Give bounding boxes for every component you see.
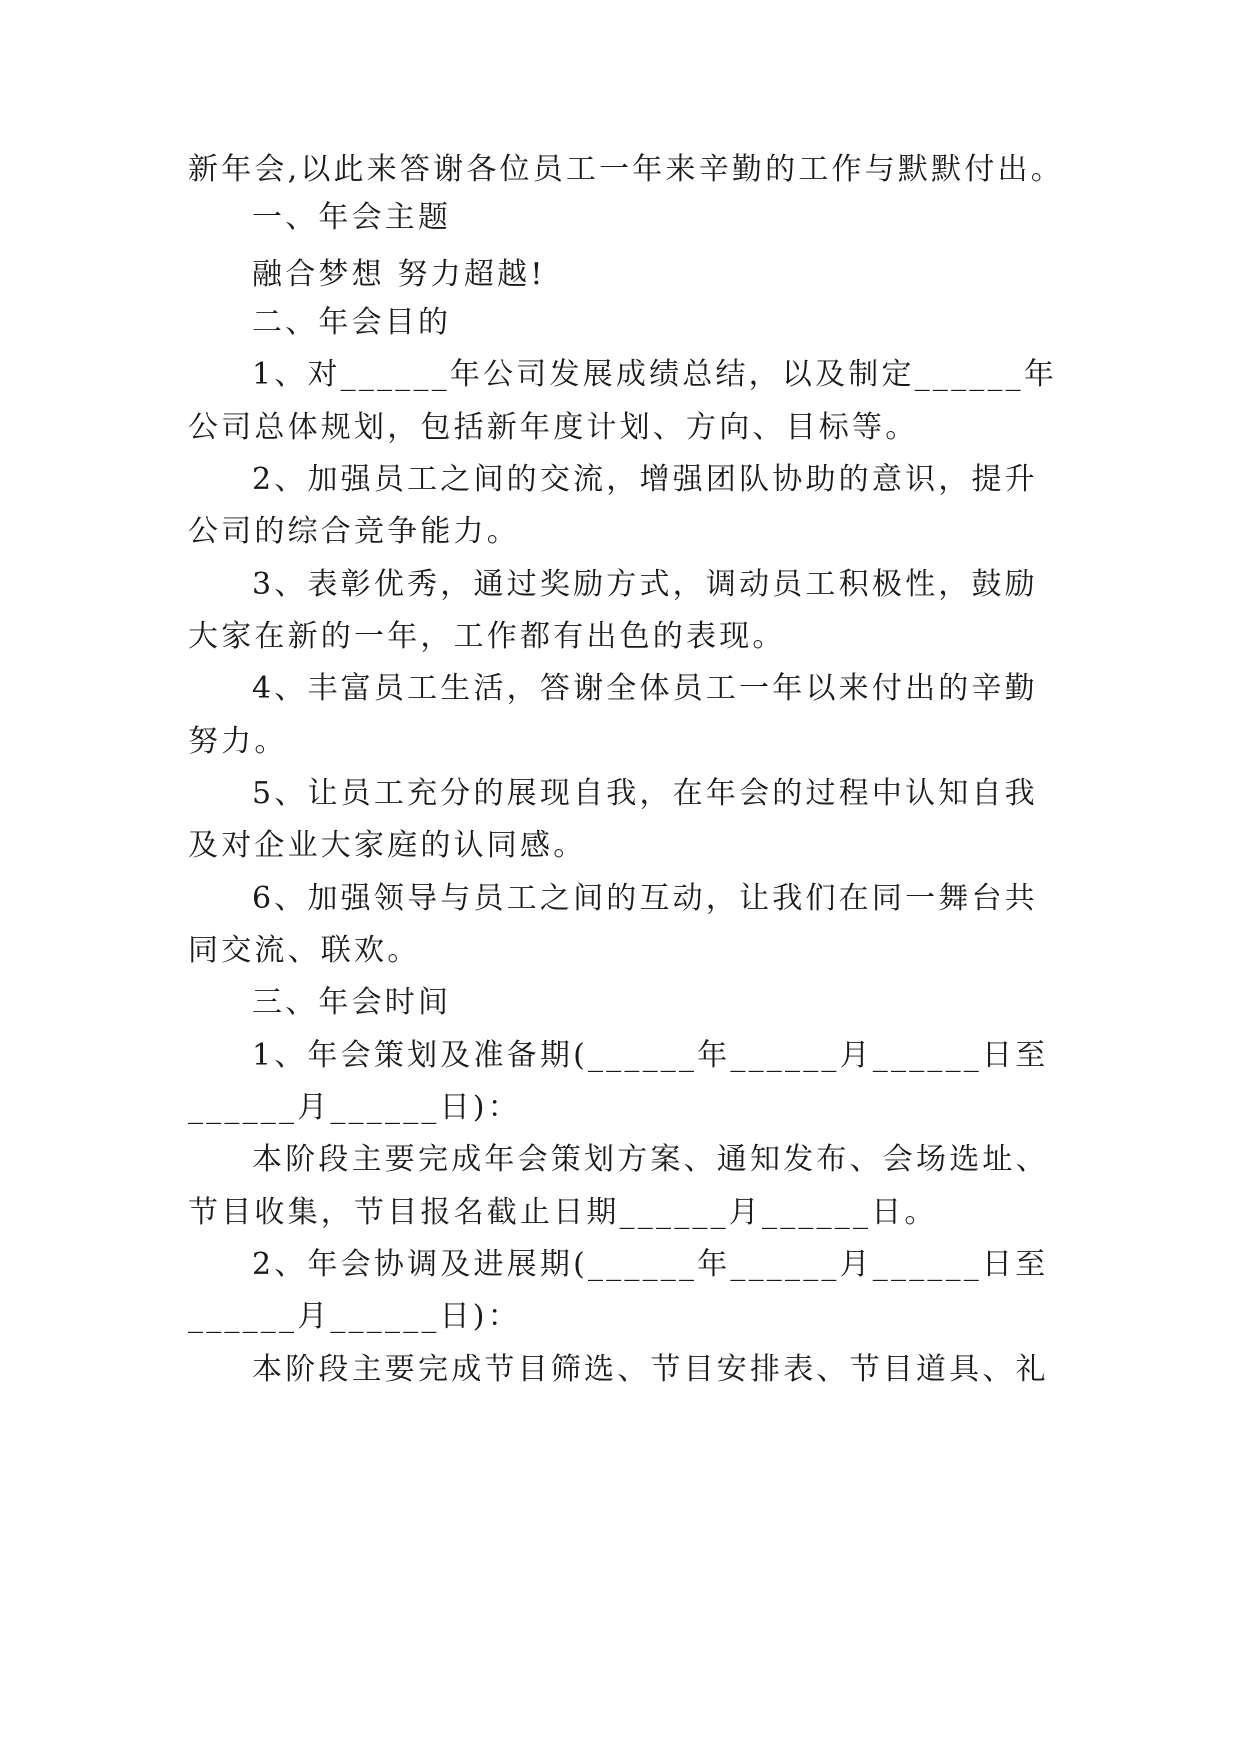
time-phase-2-cont: ______月______日)： <box>188 1299 521 1334</box>
purpose-item-1-cont: 公司总体规划，包括新年度计划、方向、目标等。 <box>188 410 919 445</box>
purpose-item-2-cont: 公司的综合竞争能力。 <box>188 514 520 549</box>
purpose-item-2: 2、加强员工之间的交流，增强团队协助的意识，提升 <box>252 462 1038 497</box>
phase-1-description: 本阶段主要完成年会策划方案、通知发布、会场选址、 <box>252 1142 1049 1177</box>
section-heading-theme: 一、年会主题 <box>252 200 452 235</box>
theme-slogan: 融合梦想 努力超越! <box>252 257 546 292</box>
purpose-item-3: 3、表彰优秀，通过奖励方式，调动员工积极性，鼓励 <box>252 567 1038 602</box>
purpose-item-4-cont: 努力。 <box>188 724 288 759</box>
purpose-item-6: 6、加强领导与员工之间的互动，让我们在同一舞台共 <box>252 881 1038 916</box>
phase-2-description: 本阶段主要完成节目筛选、节目安排表、节目道具、礼 <box>252 1352 1049 1387</box>
paragraph-continuation: 新年会,以此来答谢各位员工一年来辛勤的工作与默默付出。 <box>188 152 1064 187</box>
time-phase-2: 2、年会协调及进展期(______年______月______日至 <box>252 1247 1049 1282</box>
section-heading-time: 三、年会时间 <box>252 985 452 1020</box>
purpose-item-1: 1、对______年公司发展成绩总结，以及制定______年 <box>252 357 1058 392</box>
time-phase-1: 1、年会策划及准备期(______年______月______日至 <box>252 1038 1049 1073</box>
section-heading-purpose: 二、年会目的 <box>252 305 452 340</box>
purpose-item-3-cont: 大家在新的一年，工作都有出色的表现。 <box>188 619 786 654</box>
purpose-item-4: 4、丰富员工生活，答谢全体员工一年以来付出的辛勤 <box>252 671 1038 706</box>
purpose-item-6-cont: 同交流、联欢。 <box>188 933 421 968</box>
purpose-item-5: 5、让员工充分的展现自我，在年会的过程中认知自我 <box>252 776 1038 811</box>
purpose-item-5-cont: 及对企业大家庭的认同感。 <box>188 828 587 863</box>
phase-1-description-cont: 节目收集，节目报名截止日期______月______日。 <box>188 1195 938 1230</box>
time-phase-1-cont: ______月______日)： <box>188 1090 521 1125</box>
